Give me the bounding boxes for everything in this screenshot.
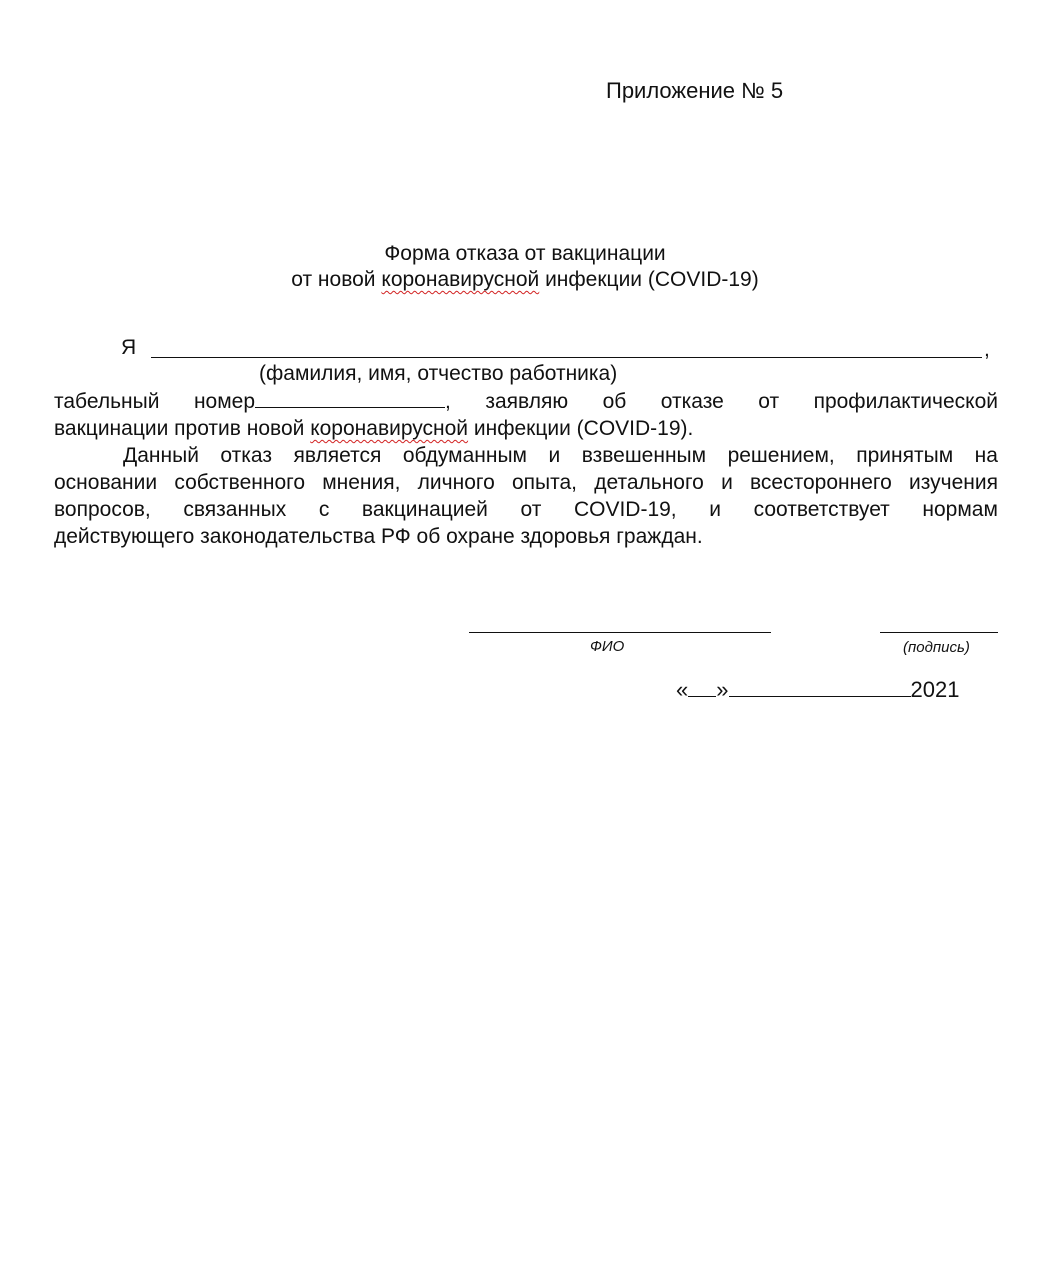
signature-caption: (подпись) [903, 639, 970, 656]
body-word: личного [417, 471, 495, 494]
body-line-1 [54, 388, 998, 415]
employee-number-group [194, 388, 451, 415]
declarant-comma: , [984, 338, 990, 361]
body-word: изучения [909, 471, 998, 494]
body-word: и [709, 498, 721, 521]
body-word: всестороннего [750, 471, 892, 494]
body-word: отказе [660, 390, 724, 413]
body-word: и [721, 471, 733, 494]
body-word: заявляю [485, 390, 569, 413]
day-blank[interactable] [688, 678, 716, 697]
body-word: от [758, 390, 780, 413]
body-line-4 [54, 469, 998, 496]
full-name-hint: (фамилия, имя, отчество работника) [259, 362, 618, 385]
fio-caption: ФИО [590, 638, 625, 655]
body-text: вакцинации против новой [54, 417, 311, 440]
date-open-quote: « [676, 677, 689, 702]
body-word: Данный [123, 444, 199, 467]
body-word: основании [54, 471, 158, 494]
body-word: вопросов, [54, 498, 151, 521]
body-word: соответствует [753, 498, 890, 521]
body-word: обдуманным [402, 444, 527, 467]
body-word: нормам [922, 498, 998, 521]
body-word: профилактической [813, 390, 998, 413]
body-word: детального [594, 471, 704, 494]
body-word: взвешенным [581, 444, 707, 467]
form-title-line-2 [0, 268, 1040, 292]
date-year: 2021 [910, 677, 960, 702]
body-line-5 [54, 496, 998, 523]
form-title-text: инфекции (COVID-19) [539, 268, 759, 291]
form-title-text: от новой [291, 268, 382, 291]
date-close-quote: » [716, 677, 729, 702]
annex-label: Приложение № 5 [606, 78, 784, 103]
body-line-6: действующего законодательства РФ об охране здоровья граждан. [54, 525, 703, 548]
month-blank[interactable] [729, 678, 911, 697]
body-word: решением, [727, 444, 835, 467]
spellcheck-flagged-word: коронавирусной [310, 417, 469, 440]
body-word: принятым [856, 444, 954, 467]
date-field [676, 677, 959, 703]
body-word: и [548, 444, 561, 467]
body-line-2 [54, 415, 998, 442]
signature-blank[interactable] [880, 632, 998, 633]
fio-signature-blank[interactable] [469, 632, 771, 633]
body-word: об [602, 390, 627, 413]
employee-number-blank[interactable] [255, 389, 445, 408]
body-word: , [445, 390, 451, 413]
body-line-3 [123, 442, 998, 469]
body-word: является [293, 444, 382, 467]
body-word: на [974, 444, 998, 467]
body-word: отказ [220, 444, 272, 467]
body-word: от [520, 498, 542, 521]
body-word: мнения, [322, 471, 401, 494]
declarant-prefix: Я [121, 336, 137, 359]
body-word: собственного [174, 471, 306, 494]
full-name-blank[interactable] [151, 357, 982, 358]
body-word: вакцинацией [361, 498, 488, 521]
body-word: табельный [54, 390, 160, 413]
body-word: COVID-19, [573, 498, 677, 521]
body-word: с [318, 498, 330, 521]
body-word: связанных [183, 498, 287, 521]
body-word: опыта, [511, 471, 578, 494]
spellcheck-flagged-word: коронавирусной [381, 268, 540, 291]
body-word: номер [193, 390, 256, 413]
form-title-line-1: Форма отказа от вакцинации [384, 242, 666, 265]
body-text: инфекции (COVID-19). [468, 417, 694, 440]
